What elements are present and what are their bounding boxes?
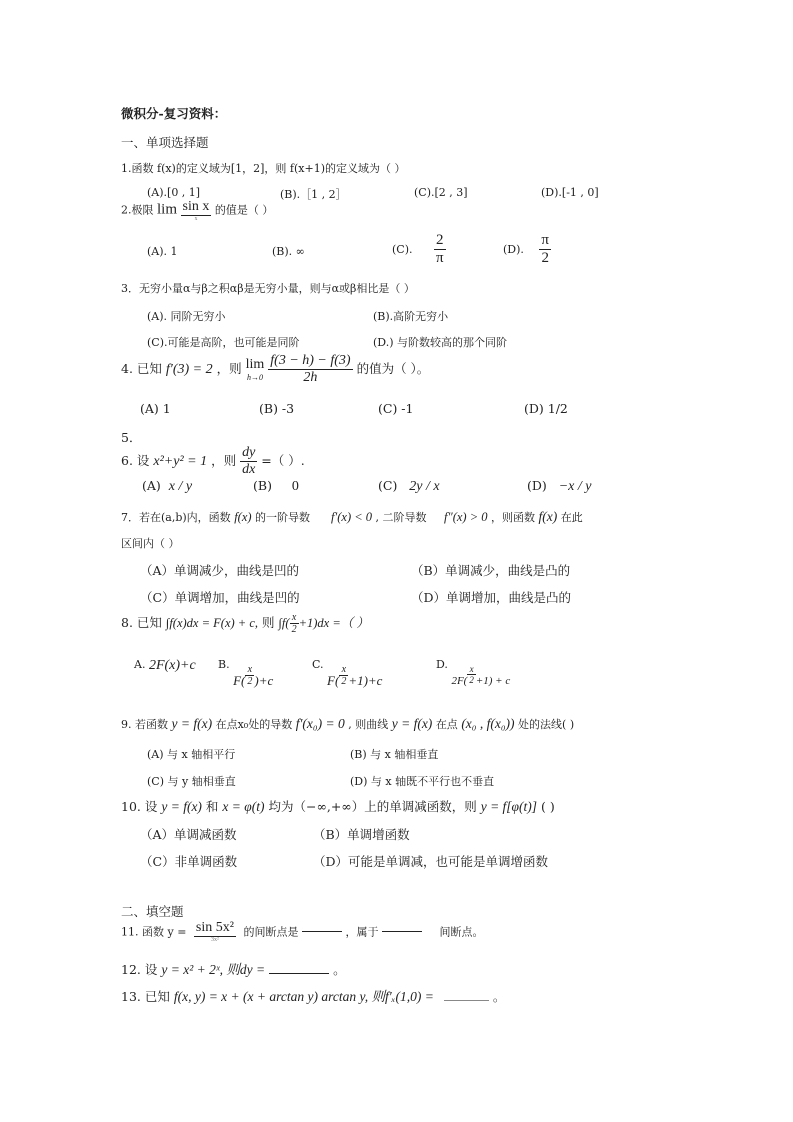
q2-numerator: sin x — [182, 199, 210, 214]
q9-text-2: , 则曲线 — [348, 718, 389, 731]
q4-option-c: (C) -1 — [378, 401, 414, 416]
question-5-stem: 5． — [121, 430, 142, 445]
q6-suffix: =（ ）. — [261, 453, 305, 468]
q4-fraction — [268, 353, 352, 386]
q1-option-d: (D).[-1 , 0] — [541, 186, 599, 199]
q9-text-1: 在点x₀处的导数 — [215, 718, 293, 731]
q12-blank[interactable] — [269, 973, 329, 974]
q8-b-pre: F( — [233, 672, 246, 688]
q11-prefix: 11. 函数 y = — [121, 925, 187, 939]
q4-lim-sub: h→0 — [246, 373, 263, 382]
q11-text-1: 的间断点是 — [243, 925, 299, 939]
q8-c-den: 2 — [341, 676, 347, 687]
q4-condition: f′(3) = 2 — [165, 362, 213, 377]
q2-denominator: x — [181, 215, 212, 222]
question-4-stem — [121, 353, 429, 386]
q6-numerator: dy — [242, 445, 256, 460]
q6-c-label: (C) — [378, 478, 398, 493]
q8-frac-den: 2 — [291, 624, 297, 635]
q8-d-pre: 2F( — [451, 674, 468, 687]
q2-option-c-label: (C). — [392, 243, 413, 256]
q11-text-2: ，属于 — [345, 925, 379, 939]
q2-d-num: π — [541, 232, 549, 248]
q7-option-b: （B）单调减少，曲线是凸的 — [411, 563, 571, 578]
question-7-stem — [121, 509, 583, 525]
question-3-stem: 3．无穷小量α与β之积αβ是无穷小量，则与α或β相比是（ ） — [121, 282, 415, 295]
q2-fraction — [181, 199, 212, 222]
section-heading-choice: 一、单项选择题 — [121, 135, 209, 150]
q11-text-3: 间断点。 — [439, 925, 484, 939]
question-6-stem — [121, 445, 305, 478]
q7-fx2: f(x) — [538, 509, 558, 524]
q7-text-e: 在此 — [560, 511, 583, 524]
q4-then: ，则 — [216, 361, 242, 376]
q13-prefix: 13. 已知 — [121, 989, 170, 1004]
question-10-stem — [121, 797, 555, 815]
q11-numerator: sin 5x² — [195, 920, 234, 935]
q7-text-d: ，则函数 — [491, 511, 536, 524]
q8-b-label: B. — [218, 658, 230, 671]
q8-d-post: +1) + c — [475, 674, 511, 687]
q8-option-d — [436, 658, 511, 687]
q6-b-value: 0 — [291, 479, 299, 494]
q2-option-d-label: (D). — [503, 243, 524, 256]
q6-denominator: dx — [242, 462, 256, 477]
question-12-stem — [121, 958, 346, 978]
q12-prefix: 12. 设 — [121, 962, 158, 977]
q4-limit — [246, 357, 265, 382]
q9-option-d: (D) 与 x 轴既不平行也不垂直 — [350, 775, 495, 788]
q2-lim: lim — [157, 201, 178, 218]
q2-option-c — [392, 232, 446, 267]
q6-b-label: (B) — [253, 478, 272, 493]
q6-a-value: x / y — [168, 479, 193, 494]
q4-lim: lim — [245, 357, 265, 372]
q6-c-value: 2y / x — [409, 479, 440, 494]
q8-integral-target-end: +1)dx =（ ） — [298, 616, 369, 630]
q6-option-b — [253, 478, 299, 495]
q8-option-a — [134, 658, 196, 674]
q2-option-b: (B). ∞ — [272, 245, 305, 258]
q10-function-x: x = φ(t) — [222, 799, 265, 814]
q1-option-b: (B).［1 , 2］ — [280, 188, 347, 201]
q4-option-d: (D) 1/2 — [524, 401, 568, 416]
q7-option-d: （D）单调增加，曲线是凸的 — [411, 590, 572, 605]
q9-prefix: 9. 若函数 — [121, 718, 168, 731]
q8-b-den: 2 — [247, 676, 253, 687]
q8-d-num: x — [469, 664, 474, 674]
q9-point: (x₀ , f(x₀)) — [461, 716, 515, 731]
q8-fraction — [290, 612, 299, 635]
q13-suffix: 。 — [492, 989, 506, 1004]
q11-blank-2[interactable] — [382, 931, 422, 932]
q4-numerator: f(3 − h) − f(3) — [270, 353, 351, 368]
q9-text-4: 处的法线( ) — [518, 718, 575, 731]
q10-blank: ( ) — [541, 799, 555, 814]
q10-function-y: y = f(x) — [161, 799, 202, 814]
q6-a-label: (A) — [142, 478, 161, 493]
q2-c-num: 2 — [436, 232, 444, 248]
question-9-stem — [121, 716, 574, 732]
q10-composite: y = f[φ(t)] — [480, 799, 538, 814]
section-heading-fill-in: 二、填空题 — [121, 904, 184, 919]
q9-option-b: (B) 与 x 轴相垂直 — [350, 748, 439, 761]
q10-option-c: （C）非单调函数 — [140, 854, 238, 869]
q2-d-den: 2 — [539, 249, 551, 267]
q7-text-b: 的一阶导数 — [255, 511, 311, 524]
q8-b-post: )+c — [254, 672, 274, 688]
q8-frac-num: x — [291, 612, 297, 623]
q13-equation: f(x, y) = x + (x + arctan y) arctan y, 则f′ₓ(1,0) = — [173, 989, 434, 1004]
q7-text-a: 7．若在(a,b)内，函数 — [121, 511, 231, 524]
q3-option-a: (A). 同阶无穷小 — [147, 310, 226, 323]
q6-d-value: −x / y — [558, 479, 592, 494]
q1-option-a: (A).[0 , 1] — [147, 186, 201, 199]
q8-option-b — [218, 658, 274, 688]
q4-option-a: (A) 1 — [140, 401, 171, 416]
q7-text-c: , 二阶导数 — [375, 511, 427, 524]
question-8-stem — [121, 612, 369, 635]
q7-second-derivative: f″(x) > 0 — [444, 510, 488, 524]
q8-d-den: 2 — [469, 675, 474, 685]
q2-option-d-fraction — [539, 232, 551, 267]
q3-option-b: (B).高阶无穷小 — [373, 310, 449, 323]
q10-option-a: （A）单调减函数 — [140, 827, 237, 842]
q8-integral-given: ∫f(x)dx = F(x) + c, — [165, 616, 259, 630]
q2-c-den: π — [436, 250, 444, 266]
q8-b-num: x — [247, 664, 253, 675]
q10-option-b: （B）单调增函数 — [313, 827, 410, 842]
q3-option-d: (D.) 与阶数较高的那个同阶 — [373, 336, 508, 349]
question-11-stem — [121, 920, 483, 943]
q6-d-label: (D) — [527, 478, 547, 493]
q7-stem-line2: 区间内（ ） — [121, 537, 180, 550]
q12-equation: y = x² + 2ˣ, 则dy = — [161, 962, 266, 977]
q2-option-d — [503, 232, 551, 267]
q11-blank-1[interactable] — [302, 931, 342, 932]
q6-option-a — [142, 478, 192, 495]
q12-suffix: 。 — [333, 962, 346, 977]
q2-option-c-fraction — [434, 232, 446, 267]
q8-c-pre: F( — [327, 672, 340, 688]
q11-denominator: 3x² — [194, 936, 236, 943]
question-1-stem: 1.函数 f(x)的定义域为[1，2]，则 f(x+1)的定义域为（ ） — [121, 162, 406, 175]
q8-a-value: 2F(x)+c — [148, 658, 196, 673]
q6-fraction — [240, 445, 257, 478]
q9-option-a: (A) 与 x 轴相平行 — [147, 748, 236, 761]
q10-text: 均为（−∞,+∞）上的单调减函数，则 — [268, 799, 477, 814]
q9-option-c: (C) 与 y 轴相垂直 — [147, 775, 236, 788]
q6-then: ，则 — [211, 453, 237, 468]
q8-d-fraction — [467, 664, 476, 685]
q7-first-derivative: f′(x) < 0 — [331, 510, 373, 524]
q7-fx: f(x) — [234, 510, 252, 524]
q9-text-3: 在点 — [435, 718, 458, 731]
q8-then: 则 — [262, 615, 275, 630]
q4-option-b: (B) -3 — [259, 401, 295, 416]
q6-option-c — [378, 478, 440, 495]
q3-option-c: (C).可能是高阶，也可能是同阶 — [147, 336, 300, 349]
q4-suffix: 的值为（ ）。 — [356, 361, 430, 376]
q2-prefix: 2.极限 — [121, 203, 154, 217]
q8-integral-target-start: ∫f( — [278, 616, 290, 630]
q13-blank[interactable] — [444, 1000, 489, 1001]
q4-denominator: 2h — [268, 369, 352, 386]
doc-title: 微积分-复习资料： — [121, 106, 227, 121]
q8-c-fraction — [339, 664, 348, 687]
q9-curve: y = f(x) — [391, 716, 433, 731]
q9-derivative: f′(x₀) = 0 — [295, 716, 345, 731]
q10-option-d: （D）可能是单调减，也可能是单调增函数 — [313, 854, 549, 869]
q7-option-c: （C）单调增加，曲线是凹的 — [140, 590, 300, 605]
q1-option-c: (C).[2 , 3] — [414, 186, 468, 199]
q6-option-d — [527, 478, 591, 495]
q11-fraction — [194, 920, 236, 943]
q8-c-post: +1)+c — [348, 672, 383, 688]
q8-a-label: A. — [134, 658, 146, 671]
question-13-stem — [121, 985, 505, 1005]
q2-option-a: (A). 1 — [147, 245, 178, 258]
q8-c-label: C. — [312, 658, 324, 671]
q6-equation: x²+y² = 1 — [153, 454, 208, 469]
q9-function: y = f(x) — [171, 716, 213, 731]
q2-suffix: 的值是（ ） — [214, 203, 274, 217]
q8-option-c — [312, 658, 383, 688]
q8-c-num: x — [341, 664, 347, 675]
q10-prefix: 10. 设 — [121, 799, 158, 814]
q4-prefix: 4. 已知 — [121, 361, 162, 376]
question-2-stem — [121, 199, 273, 222]
q8-prefix: 8. 已知 — [121, 615, 162, 630]
q7-option-a: （A）单调减少，曲线是凹的 — [140, 563, 300, 578]
q10-and: 和 — [205, 799, 219, 814]
q6-prefix: 6. 设 — [121, 453, 150, 468]
q8-d-label: D. — [436, 658, 448, 671]
